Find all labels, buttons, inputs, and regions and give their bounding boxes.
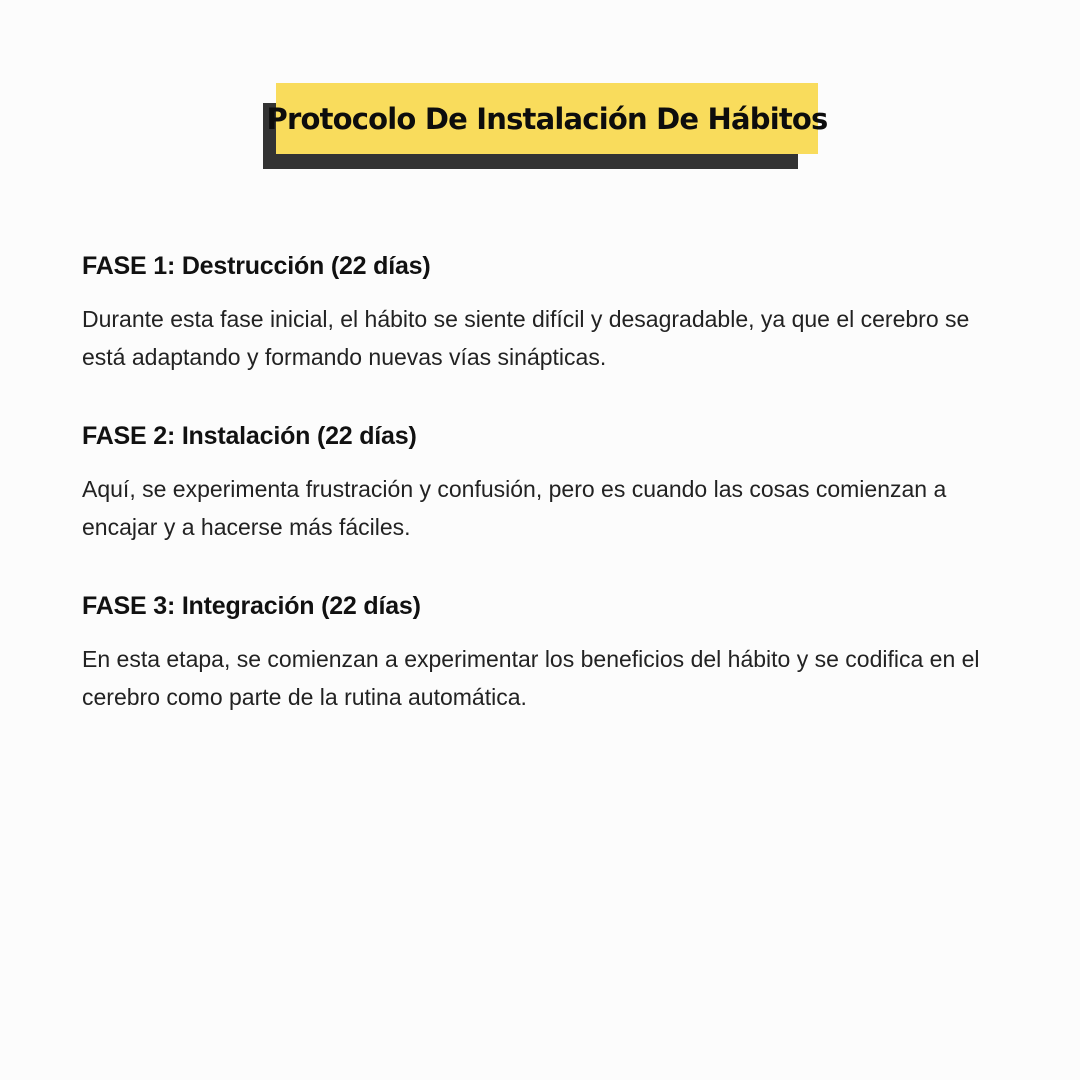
phase-section bbox=[82, 416, 1012, 546]
phase-description: Durante esta fase inicial, el hábito se siente difícil y desagradable, ya que el cerebro se está adaptando y formando nuevas vías sinápticas. bbox=[82, 306, 970, 370]
page-title: Protocolo De Instalación De Hábitos bbox=[266, 101, 828, 136]
phase-description: En esta etapa, se comienzan a experimentar los beneficios del hábito y se codifica en el cerebro como parte de la rutina automática. bbox=[82, 646, 980, 710]
phase-heading: FASE 3: Integración (22 días) bbox=[82, 592, 421, 620]
phase-heading: FASE 2: Instalación (22 días) bbox=[82, 422, 417, 450]
phase-description: Aquí, se experimenta frustración y confusión, pero es cuando las cosas comienzan a encajar y a hacerse más fáciles. bbox=[82, 476, 947, 540]
phase-section bbox=[82, 586, 1012, 716]
phase-section bbox=[82, 246, 1012, 376]
title-banner bbox=[266, 83, 828, 154]
phases-list bbox=[82, 246, 1012, 756]
phase-heading: FASE 1: Destrucción (22 días) bbox=[82, 252, 431, 280]
